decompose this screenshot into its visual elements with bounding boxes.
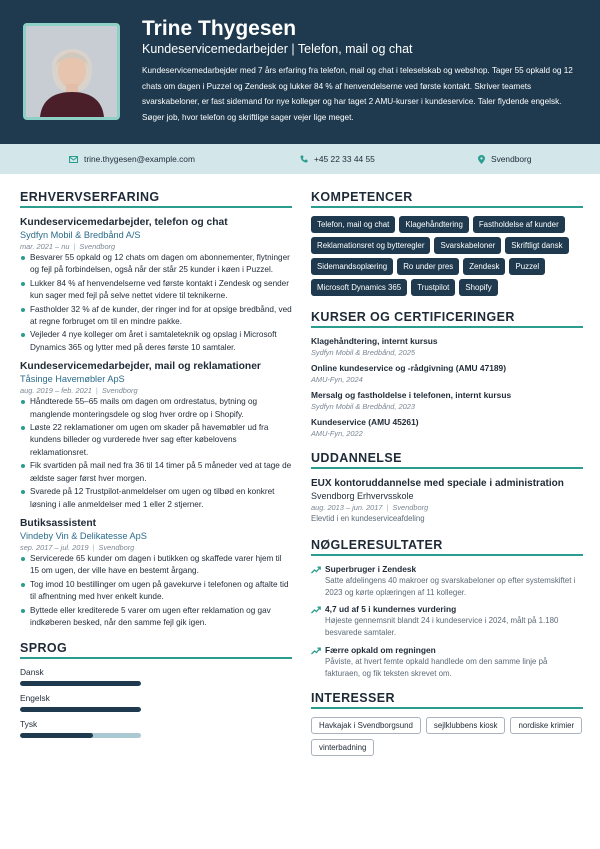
result-title: Superbruger i Zendesk xyxy=(325,564,417,574)
phone-icon xyxy=(300,155,308,163)
header xyxy=(0,0,600,144)
education-school: Svendborg Erhvervsskole xyxy=(311,491,414,501)
bullet-item: Løste 22 reklamationer om ugen om skader på havemøbler ud fra kundens billeder og vurderede hver sag efter købelovens reklamationsret. xyxy=(20,422,292,459)
bullet-item: Håndterede 55–65 mails om dagen om ordrestatus, bytning og manglende monteringsdele og slog hver ordre op i Shopify. xyxy=(20,396,292,421)
result-title: Færre opkald om regningen xyxy=(325,644,436,655)
result-item xyxy=(311,604,583,638)
interest-tag: vinterbadning xyxy=(311,739,374,756)
certification-title: Klagehåndtering, internt kursus xyxy=(311,336,438,346)
contact-email[interactable] xyxy=(69,144,195,174)
result-title: 4,7 ud af 5 i kundernes vurdering xyxy=(325,604,457,615)
job-company: Sydfyn Mobil & Bredbånd A/S xyxy=(20,230,141,240)
skill-tag: Microsoft Dynamics 365 xyxy=(311,279,407,296)
trend-up-icon xyxy=(311,566,321,574)
education-degree: EUX kontoruddannelse med speciale i administration xyxy=(311,478,564,489)
job-bullets xyxy=(20,396,292,511)
contact-phone[interactable] xyxy=(300,144,375,174)
language-name: Tysk xyxy=(20,719,38,730)
certification-title: Online kundeservice og -rådgivning (AMU 47189) xyxy=(311,363,506,373)
result-description: Højeste gennemsnit blandt 24 i kundeservice i 2024, målt på 1.180 besvarede samtaler. xyxy=(325,616,559,638)
certification-meta: Sydfyn Mobil & Bredbånd, 2023 xyxy=(311,402,415,411)
language-level-fill xyxy=(20,707,141,712)
left-column xyxy=(20,190,292,745)
bullet-item: Lukker 84 % af henvendelserne ved første kontakt i Zendesk og sender kun sager med fejl på selve nettet videre til teknikerne. xyxy=(20,278,292,303)
job-title: Kundeservicemedarbejder, mail og reklamationer xyxy=(20,361,261,373)
result-item xyxy=(311,645,583,679)
skill-tag: Svarskabeloner xyxy=(434,237,501,254)
certifications-list xyxy=(311,336,583,439)
skill-tag: Ro under pres xyxy=(397,258,459,275)
profile-summary: Kundeservicemedarbejder med 7 års erfaring fra telefon, mail og chat i teleselskab og webshop. Tager 55 opkald og 12 chats om dagen i Puzzel og Zendesk og lukker 84 % af henvendelserne ved første kontakt. Skriver teamets svarskabeloner, er fast sidemand for nye kolleger og har taget 2 AMU-kurser i kundeservice. Taler flydende engelsk. Søger job, hvor telefon og skriftlige sager vejer lige meget. xyxy=(142,66,573,122)
bullet-item: Vejleder 4 nye kolleger om året i samtaleteknik og opslag i Microsoft Dynamics 365 og lytter med på deres første 10 samtaler. xyxy=(20,329,292,354)
candidate-name: Trine Thygesen xyxy=(142,17,297,40)
bullet-item: Servicerede 65 kunder om dagen i butikken og skaffede varer hjem til 15 om ugen, der ville have en bestemt årgang. xyxy=(20,553,292,578)
certification-meta: AMU-Fyn, 2024 xyxy=(311,375,363,384)
skill-tag: Shopify xyxy=(459,279,497,296)
location-text: Svendborg xyxy=(491,154,532,164)
language-level-fill xyxy=(20,681,141,686)
job-dates: mar. 2021 – nu xyxy=(20,242,70,251)
job-meta xyxy=(20,241,292,252)
interest-tag: Havkajak i Svendborgsund xyxy=(311,717,421,734)
job-entry xyxy=(20,360,292,511)
meta-separator: | xyxy=(95,386,98,396)
job-bullets xyxy=(20,553,292,629)
job-meta xyxy=(20,542,292,553)
language-level-fill xyxy=(20,733,93,738)
education-meta: aug. 2013 – jun. 2017 | Svendborg xyxy=(311,503,429,512)
certifications-heading: KURSER OG CERTIFICERINGER xyxy=(311,310,583,328)
certification-item xyxy=(311,336,583,358)
language-level-bar xyxy=(20,733,141,738)
skill-tag: Telefon, mail og chat xyxy=(311,216,395,233)
education-description: Elevtid i en kundeserviceafdeling xyxy=(311,514,425,523)
interest-tag: nordiske krimier xyxy=(510,717,582,734)
job-company: Tåsinge Havemøbler ApS xyxy=(20,374,125,385)
certification-item xyxy=(311,417,583,439)
language-level-bar xyxy=(20,707,141,712)
skill-tag: Puzzel xyxy=(509,258,545,275)
skill-tag: Trustpilot xyxy=(411,279,455,296)
languages-heading: SPROG xyxy=(20,641,292,659)
phone-text: +45 22 33 44 55 xyxy=(314,154,375,164)
job-entry xyxy=(20,517,292,629)
experience-list xyxy=(20,216,292,629)
skill-tag: Reklamationsret og bytteregler xyxy=(311,237,430,254)
certification-meta: Sydfyn Mobil & Bredbånd, 2025 xyxy=(311,348,415,357)
skill-tag: Sidemandsoplæring xyxy=(311,258,393,275)
education-heading: UDDANNELSE xyxy=(311,451,583,469)
result-description: Satte afdelingens 40 makroer og svarskabeloner op efter systemskiftet i 2023 og kørte oplæringen af 11 kolleger. xyxy=(325,576,576,597)
bullet-item: Besvarer 55 opkald og 12 chats om dagen om abonnementer, flytninger og fejl på forbindelsen, også når der står 25 kunder i køen i Puzzel. xyxy=(20,252,292,277)
trend-up-icon xyxy=(311,606,321,614)
right-column xyxy=(311,190,583,756)
location-pin-icon xyxy=(478,155,485,164)
language-item xyxy=(20,719,292,738)
skill-tag: Fastholdelse af kunder xyxy=(473,216,565,233)
job-location: Svendborg xyxy=(98,542,135,552)
job-bullets xyxy=(20,252,292,354)
results-heading: NØGLERESULTATER xyxy=(311,538,583,556)
certification-title: Mersalg og fastholdelse i telefonen, internt kursus xyxy=(311,390,512,400)
job-title: Butiksassistent xyxy=(20,517,97,529)
results-list xyxy=(311,564,583,679)
job-title: Kundeservicemedarbejder, telefon og chat xyxy=(20,217,228,228)
job-dates: sep. 2017 – jul. 2019 xyxy=(20,542,89,552)
job-dates: aug. 2019 – feb. 2021 xyxy=(20,386,92,396)
skills-tags xyxy=(311,216,583,296)
skills-heading: KOMPETENCER xyxy=(311,190,583,208)
certification-item xyxy=(311,390,583,412)
candidate-subtitle: Kundeservicemedarbejder | Telefon, mail og chat xyxy=(142,42,413,56)
contact-bar xyxy=(0,144,600,174)
mail-icon xyxy=(69,156,78,163)
certification-meta: AMU-Fyn, 2022 xyxy=(311,429,363,438)
language-item xyxy=(20,667,292,686)
skill-tag: Klagehåndtering xyxy=(399,216,468,233)
job-meta xyxy=(20,385,292,396)
meta-separator: | xyxy=(73,242,76,251)
email-text: trine.thygesen@example.com xyxy=(84,154,195,164)
result-description: Påviste, at hvert femte opkald handlede om den samme linje på fakturaen, og fik teksten skrevet om. xyxy=(325,656,548,678)
job-entry xyxy=(20,216,292,354)
profile-photo xyxy=(23,23,120,120)
job-location: Svendborg xyxy=(79,242,116,251)
trend-up-icon xyxy=(311,647,321,655)
certification-title: Kundeservice (AMU 45261) xyxy=(311,417,419,427)
interests-list xyxy=(311,717,583,756)
languages-list xyxy=(20,667,292,738)
bullet-item: Svarede på 12 Trustpilot-anmeldelser om ugen og tilbød en konkret løsning i alle anmeldelser med 1 eller 2 stjerner. xyxy=(20,486,292,511)
language-name: Engelsk xyxy=(20,693,50,704)
result-item xyxy=(311,564,583,598)
skill-tag: Skriftligt dansk xyxy=(505,237,568,254)
interest-tag: sejlklubbens kiosk xyxy=(426,717,506,734)
skill-tag: Zendesk xyxy=(463,258,505,275)
experience-heading: ERHVERVSERFARING xyxy=(20,190,292,208)
bullet-item: Fik svartiden på mail ned fra 36 til 14 timer på 5 måneder ved at tage de ældste sager først hver morgen. xyxy=(20,460,292,485)
job-location: Svendborg xyxy=(101,386,138,396)
language-name: Dansk xyxy=(20,667,44,678)
meta-separator: | xyxy=(92,542,95,552)
bullet-item: Fastholder 32 % af de kunder, der ringer ind for at opsige bredbånd, ved at regne forbruget om til en mindre pakke. xyxy=(20,304,292,329)
education-entry xyxy=(311,477,583,524)
job-company: Vindeby Vin & Delikatesse ApS xyxy=(20,530,147,541)
language-item xyxy=(20,693,292,712)
bullet-item: Tog imod 10 bestillinger om ugen på gavekurve i telefonen og aftalte tid til afhentning med hver enkelt kunde. xyxy=(20,579,292,604)
contact-location xyxy=(478,144,532,174)
interests-heading: INTERESSER xyxy=(311,691,583,709)
language-level-bar xyxy=(20,681,141,686)
bullet-item: Byttede eller krediterede 5 varer om ugen efter reklamation og gav indkøberen besked, når den samme fejl gik igen. xyxy=(20,605,292,630)
certification-item xyxy=(311,363,583,385)
